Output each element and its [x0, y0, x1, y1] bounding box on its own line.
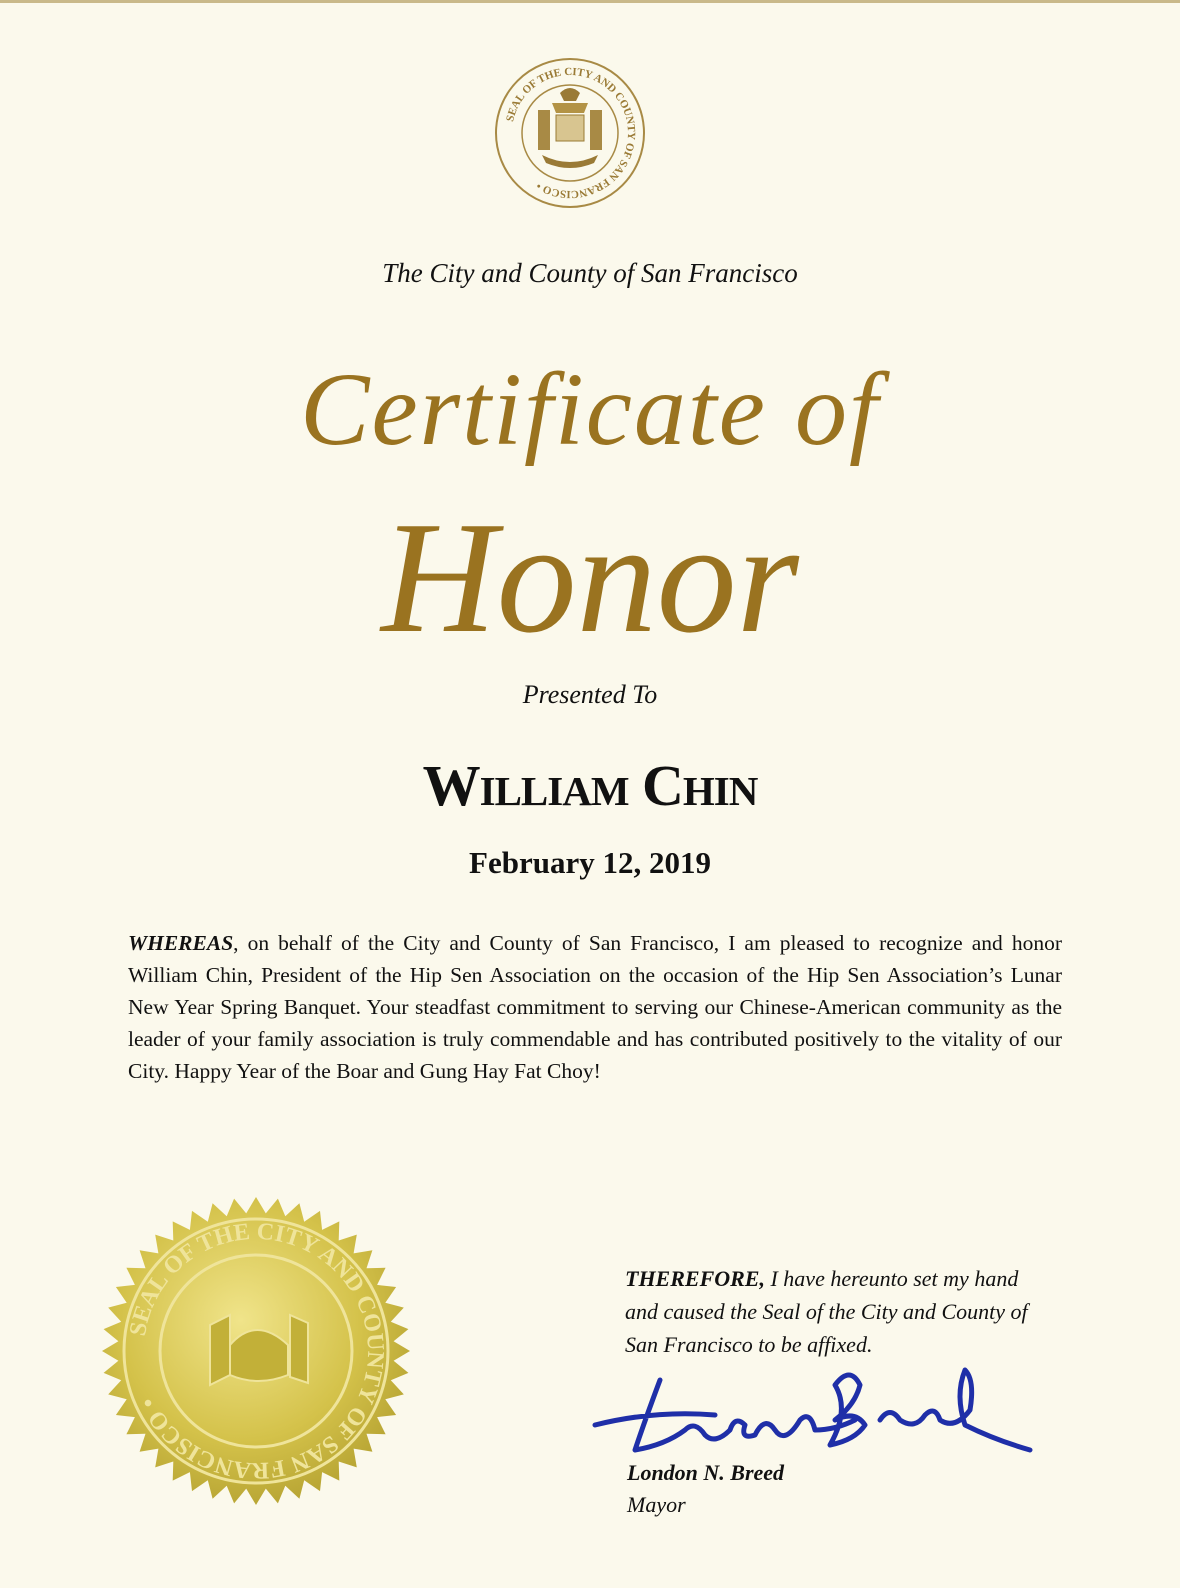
city-seal-emblem: [492, 55, 648, 211]
therefore-text: I have hereunto set my hand and caused the Seal of the City and County of San Francisco to be affixed.: [625, 1266, 1028, 1357]
svg-text:SEAL OF THE CITY AND COUNTY OF: SEAL OF THE CITY AND COUNTY OF SAN FRANCISCO •: [125, 1218, 389, 1484]
svg-text:SEAL OF THE CITY AND COUNTY OF: SEAL OF THE CITY AND COUNTY OF SAN FRANCISCO •: [504, 65, 638, 201]
certificate-title-line2: Honor: [381, 488, 799, 666]
top-border: [0, 0, 1180, 3]
presented-to-label: Presented To: [522, 680, 658, 709]
certificate-date: February 12, 2019: [469, 845, 711, 880]
therefore-paragraph: [625, 1262, 1045, 1361]
signatory-title: Mayor: [627, 1492, 686, 1517]
therefore-lead: THEREFORE,: [625, 1266, 765, 1291]
whereas-lead: WHEREAS: [128, 931, 234, 955]
recipient-name: William Chin: [422, 753, 758, 818]
signatory-name: London N. Breed: [627, 1460, 785, 1485]
whereas-paragraph: [128, 927, 1062, 1087]
issuer-line: The City and County of San Francisco: [382, 258, 798, 288]
mayor-signature: [590, 1365, 1040, 1475]
certificate-title-line1: Certificate of: [300, 352, 880, 467]
gold-foil-seal: [100, 1195, 412, 1507]
whereas-text: , on behalf of the City and County of San Francisco, I am pleased to recognize and honor William Chin, President of the Hip Sen Association on the occasion of the Hip Sen Association’s Lunar New Year Spring Banquet. Your steadfast commitment to serving our Chinese-American community as the leader of your family association is truly commendable and has contributed positively to the vitality of our City. Happy Year of the Boar and Gung Hay Fat Choy!: [128, 931, 1062, 1083]
